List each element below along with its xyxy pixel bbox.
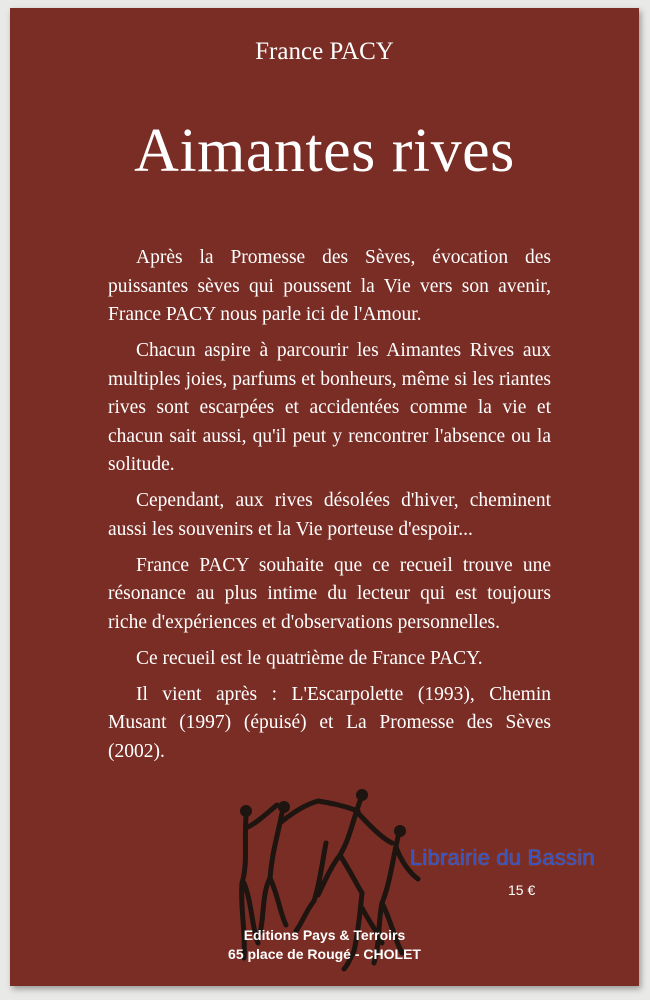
- price-label: 15 €: [508, 882, 536, 898]
- publisher-address: 65 place de Rougé - CHOLET: [228, 946, 421, 962]
- blurb-paragraph: Après la Promesse des Sèves, évocation des puissantes sèves qui poussent la Vie vers son avenir, France PACY nous parle ici de l'Amour.: [108, 247, 551, 325]
- blurb-paragraph: France PACY souhaite que ce recueil trouve une résonance au plus intime du lecteur qui est toujours riche d'expériences et d'observations personnelles.: [108, 554, 551, 633]
- blurb-paragraph: Chacun aspire à parcourir les Aimantes Rives aux multiples joies, parfums et bonheurs, même si les riantes rives sont escarpées et accidentées comme la vie et chacun sait aussi, qu'il peut y rencontrer l'absence ou la solitude.: [108, 340, 551, 475]
- publisher-info: [10, 926, 639, 964]
- book-title: Aimantes rives: [134, 117, 515, 185]
- publisher-name: Editions Pays & Terroirs: [243, 927, 406, 943]
- blurb-text: [108, 244, 551, 774]
- book-back-cover: [10, 8, 639, 986]
- author-name: France PACY: [255, 38, 394, 65]
- bookshop-watermark: Librairie du Bassin: [410, 845, 595, 870]
- blurb-paragraph: Ce recueil est le quatrième de France PACY.: [136, 647, 483, 669]
- blurb-paragraph: Il vient après : L'Escarpolette (1993), Chemin Musant (1997) (épuisé) et La Promesse des Sèves (2002).: [108, 683, 551, 762]
- blurb-paragraph: Cependant, aux rives désolées d'hiver, cheminent aussi les souvenirs et la Vie porteuse d'espoir...: [108, 490, 551, 540]
